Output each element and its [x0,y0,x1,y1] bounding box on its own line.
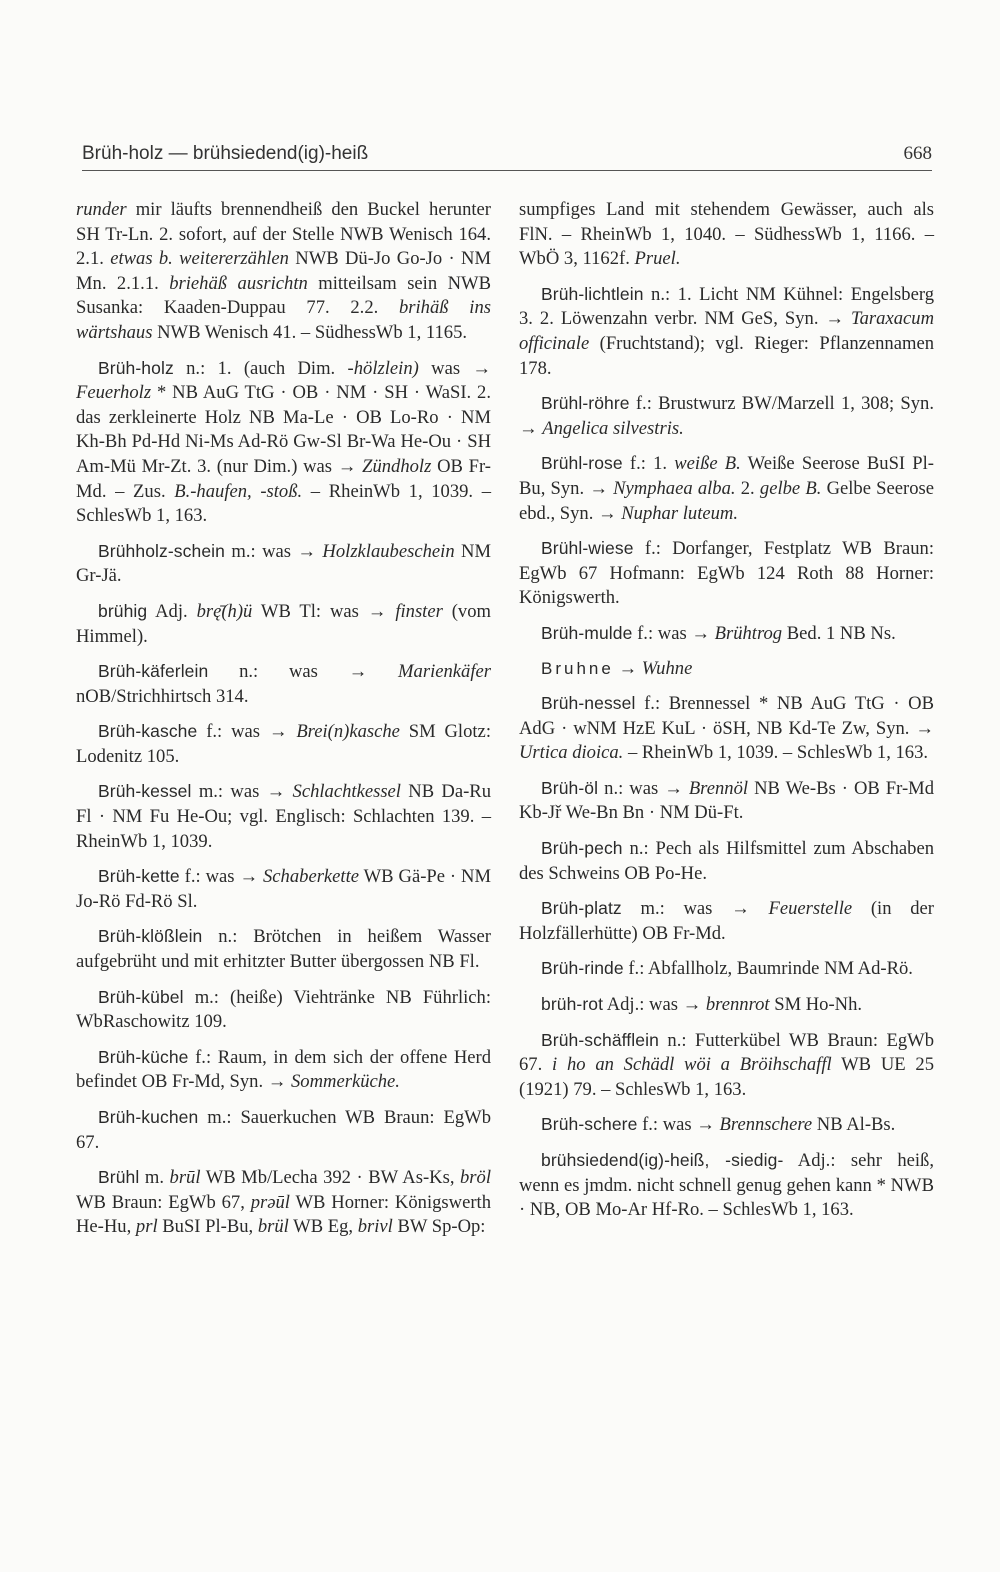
entry-headword: Brüh-nessel [541,693,636,714]
entry-headword: Brühl-rose [541,453,623,474]
entry-text: (in der Holzfällerhütte) OB Fr-Md. [519,898,934,944]
entry-italic-text: brül [257,1216,289,1238]
entry-text: sumpfiges Land mit stehendem Gewässer, auch als FlN. – RheinWb 1, 1040. – SüdhessWb 1, 1166. – WbÖ 3, 1162f. [519,199,934,270]
entry-text: nOB/Strichhirtsch 314. [76,685,249,707]
entry-italic-text: Wuhne [641,657,693,679]
entry-text: WB Braun: EgWb 67, [76,1191,251,1213]
entry-text: f.: was → [632,622,715,644]
dictionary-entry [519,836,934,886]
entry-italic-text: runder [76,199,127,220]
entry-text: NB Al-Bs. [812,1114,896,1136]
entry-text: m. [139,1167,170,1189]
entry-text: SM Ho-Nh. [769,994,863,1016]
entry-text: WB UE 25 (1921) 79. – SchlesWb 1, 163. [519,1054,934,1100]
entry-italic-text: bröl [460,1167,491,1189]
entry-text: NB We-Bs · OB Fr-Md Kb-Jř We-Bn Bn · NM Dü-Ft. [519,777,934,824]
entry-text: m.: (heiße) Viehtränke NB Führlich: WbRaschowitz 109. [76,986,491,1033]
entry-italic-text: brennrot [705,994,770,1016]
entry-italic-text: i ho an Schädl wöi a Bröihschaffl [552,1054,832,1076]
entry-text: WB Gä-Pe · NM Jo-Rö Fd-Rö Sl. [76,866,491,912]
entry-text: Adj.: sehr heiß, wenn es jmdm. nicht schnell genug gehen kann * NWB · NB, OB Mo-Ar Hf-Ro. – SchlesWb 1, 163. [519,1150,935,1221]
dictionary-entry [76,539,491,589]
entry-text: Weiße Seerose BuSI Pl-Bu, Syn. → [519,453,934,499]
entry-headword: Brüh-lichtlein [541,283,644,304]
entry-text: f.: Abfallholz, Baumrinde NM Ad-Rö. [623,958,913,980]
entry-headword: Brüh-holz [98,357,174,378]
entry-text: NWB Dü-Jo Go-Jo · NM Mn. 2.1.1. [76,248,491,294]
dictionary-entry [76,1105,491,1155]
entry-italic-text: Holzklaubeschein [322,540,455,562]
entry-text: mitteilsam sein NWB Susanka: Kaaden-Duppau 77. 2.2. [76,272,491,319]
entry-text: n.: was → [598,777,689,799]
entry-headword: Brühl-röhre [541,393,630,414]
left-column [76,198,491,1250]
entry-text: BuSI Pl-Bu, [157,1216,258,1238]
entry-text: f.: was → [637,1114,720,1136]
entry-text: f.: was → [197,721,297,743]
entry-headword: Brüh-kessel [98,781,192,802]
entry-text: 2. [735,477,760,499]
entry-text: n.: Futterkübel WB Braun: EgWb 67. [519,1029,934,1076]
entry-text: WB Tl: was → [252,600,396,622]
entry-text: BW Sp-Op: [392,1216,486,1238]
entry-text: mir läufts brennendheiß den Buckel herunter SH Tr-Ln. 2. sofort, auf der Stelle NWB Wenisch 164. 2.1. [76,199,491,270]
entry-text: f.: Brennessel * NB AuG TtG · OB AdG · wNM HzE KuL · öSH, NB Kd-Te Zw, Syn. → [519,693,934,739]
entry-italic-text: Schlachtkessel [292,781,401,803]
entry-italic-text: Brennschere [719,1114,813,1136]
entry-headword: Brüh-kasche [98,721,198,742]
dictionary-entry [76,198,491,346]
entry-headword: Brühl [98,1167,140,1188]
dictionary-entry [519,391,934,441]
entry-italic-text: Brennöl [688,777,749,799]
entry-text: Gelbe Seerose ebd., Syn. → [519,477,934,524]
entry-text: f.: was → [179,866,263,888]
entry-italic-text: gelbe B. [759,477,822,499]
entry-text: * NB AuG TtG · OB · NM · SH · WaSI. 2. das zerkleinerte Holz NB Ma-Le · OB Lo-Ro · NM Kh-Bh Pd-Hd Ni-Ms Ad-Rö Gw-Sl Br-Wa He-Ou · SH Am-Mü Mr-Zt. 3. (nur Dim.) was → [76,382,491,477]
dictionary-entry [519,1028,934,1103]
entry-headword: Brüh-öl [541,777,599,798]
entry-italic-text: Urtica dioica. [519,742,624,764]
entry-text: NM Gr-Jä. [76,540,491,587]
entry-text: f.: 1. [622,453,675,475]
dictionary-entry [76,719,491,769]
entry-text: (Fruchtstand); vgl. Rieger: Pflanzennamen 178. [519,332,934,379]
page-number: 668 [903,143,932,164]
entry-headword: Brühholz-schein [98,540,225,561]
entry-headword-spaced: Bruhne [541,658,614,678]
entry-text: → [613,657,642,679]
entry-text: WB Horner: Königswerth He-Hu, [76,1191,491,1238]
dictionary-entry [519,621,934,647]
entry-text: WB Eg, [288,1216,358,1238]
entry-text: WB Mb/Lecha 392 · BW As-Ks, [200,1167,460,1189]
dictionary-entry [76,1045,491,1095]
dictionary-entry [519,1112,934,1138]
entry-text: Adj. [147,600,197,622]
entry-text: (vom Himmel). [76,600,491,647]
entry-italic-text: Schaberkette [263,866,360,888]
entry-italic-text: brihäß ins wärtshaus [76,297,491,343]
entry-text: m.: was → [621,898,769,920]
dictionary-entry [76,659,491,709]
dictionary-entry [76,924,491,974]
entry-italic-text: brūl [169,1167,201,1189]
entry-italic-text: Sommerküche. [291,1071,400,1093]
entry-italic-text: Marienkäfer [398,661,491,683]
entry-text: n.: was → [208,661,399,683]
header-title: Brüh-holz — brühsiedend(ig)-heiß [82,143,369,164]
entry-text: n.: 1. Licht NM Kühnel: Engelsberg 3. 2. Löwenzahn verbr. NM GeS, Syn. → [519,283,934,330]
entry-headword: Brüh-platz [541,898,622,919]
entry-headword: Brüh-schere [541,1114,638,1135]
dictionary-entry [519,451,934,526]
entry-italic-text: Angelica silvestris. [542,417,684,439]
entry-headword: Brüh-pech [541,838,623,859]
entry-text: f.: Brustwurz BW/Marzell 1, 308; Syn. → [519,393,934,439]
entry-text: – RheinWb 1, 1039. – SchlesWb 1, 163. [623,742,929,764]
entry-italic-text: Nuphar luteum. [621,502,738,524]
entry-text: m.: was → [224,540,323,562]
dictionary-entry [76,864,491,914]
entry-italic-text: Feuerstelle [768,898,853,920]
entry-text: f.: Dorfanger, Festplatz WB Braun: EgWb 67 Hofmann: EgWb 124 Roth 88 Horner: Königswerth. [519,538,934,609]
entry-text: m.: Sauerkuchen WB Braun: EgWb 67. [76,1107,491,1153]
entry-italic-text: B.-haufen, -stoß. [174,480,303,502]
entry-headword: brühig [98,600,148,621]
entry-headword: brühsiedend(ig)-heiß, -siedig- [541,1150,784,1170]
entry-italic-text: weiße B. [674,453,741,475]
entry-italic-text: finster [395,600,443,622]
dictionary-entry [76,779,491,854]
entry-italic-text: etwas b. weitererzählen [110,248,289,270]
dictionary-entry [519,691,934,766]
dictionary-entry [519,992,934,1018]
entry-italic-text: Feuerholz [76,382,152,404]
entry-text: SM Glotz: Lodenitz 105. [76,721,491,767]
entry-italic-text: brę̄(h)ü [196,600,253,622]
dictionary-entry [519,896,934,946]
entry-italic-text: prǝūl [250,1191,290,1213]
entry-headword: Brüh-klößlein [98,926,203,947]
entry-text: NB Da-Ru Fl · NM Fu He-Ou; vgl. Englisch: Schlachten 139. – RheinWb 1, 1039. [76,781,491,852]
entry-italic-text: -hölzlein) [347,357,419,379]
entry-italic-text: prl [135,1216,158,1238]
dictionary-entry [76,985,491,1035]
dictionary-entry [519,198,934,272]
entry-headword: Brüh-küche [98,1046,189,1067]
entry-headword: brüh-rot [541,994,604,1015]
entry-italic-text: brivl [357,1216,393,1238]
dictionary-entry [519,776,934,826]
entry-text: n.: Brötchen in heißem Wasser aufgebrüht und mit erhitzter Butter übergossen NB Fl. [76,926,491,973]
entry-text: n.: Pech als Hilfsmittel zum Abschaben des Schweins OB Po-He. [519,838,934,884]
dictionary-entry [519,1148,934,1223]
entry-text: Bed. 1 NB Ns. [782,622,896,644]
entry-headword: Brüh-kübel [98,986,184,1007]
entry-text: OB Fr-Md. – Zus. [76,455,491,502]
entry-headword: Brüh-käferlein [98,661,209,682]
entry-text: f.: Raum, in dem sich der offene Herd befindet OB Fr-Md, Syn. → [76,1046,491,1093]
entry-italic-text: Brei(n)kasche [296,721,400,743]
dictionary-entry [76,356,491,529]
entry-text: – RheinWb 1, 1039. – SchlesWb 1, 163. [76,480,491,527]
entry-headword: Brühl-wiese [541,538,634,559]
entry-text: n.: 1. (auch Dim. [173,357,348,379]
dictionary-entry [76,1165,491,1240]
entry-headword: Brüh-schäfflein [541,1029,659,1050]
dictionary-entry [519,282,934,381]
entry-text: NWB Wenisch 41. – SüdhessWb 1, 1165. [152,321,468,343]
entry-headword: Brüh-kuchen [98,1107,199,1127]
dictionary-entry [519,536,934,611]
entry-italic-text: Brühtrog [714,622,783,644]
entry-italic-text: Taraxacum officinale [519,308,934,354]
right-column [519,198,934,1233]
entry-italic-text: Nymphaea alba. [613,477,736,499]
running-header [82,140,932,171]
dictionary-entry [519,956,934,982]
entry-headword: Brüh-mulde [541,622,633,643]
dictionary-entry [76,599,491,649]
dictionary-entry [519,657,934,682]
entry-text: m.: was → [191,781,293,803]
entry-italic-text: briehäß ausrichtn [169,272,308,294]
entry-italic-text: Pruel. [634,248,681,270]
entry-italic-text: Zündholz [362,455,432,477]
entry-text: was → [418,357,491,379]
entry-text: Adj.: was → [603,994,706,1016]
entry-headword: Brüh-rinde [541,958,624,979]
entry-headword: Brüh-kette [98,866,180,887]
